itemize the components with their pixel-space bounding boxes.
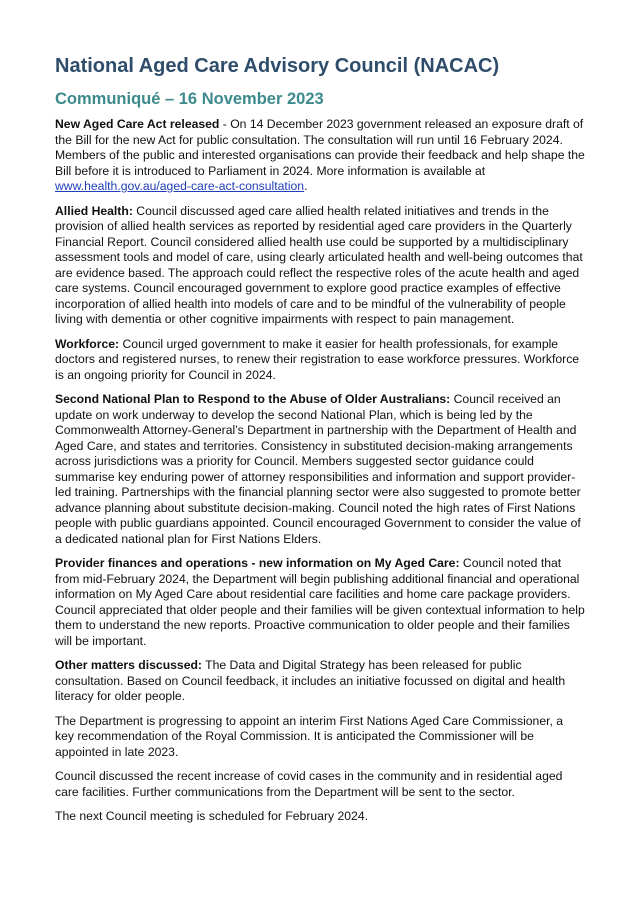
section-workforce bbox=[55, 337, 585, 384]
section-other-matters bbox=[55, 658, 585, 705]
section-national-plan bbox=[55, 392, 585, 547]
section-body: Council discussed aged care allied health related initiatives and trends in the provision of allied health services as reported by residential aged care providers in the Quarterly Financial Report. Council considered allied health use could be supported by a multidisciplinary assessment tools and model of care, using clearly articulated health and well-being outcomes that are evidence based. The approach could reflect the respective roles of the acute health and aged care systems. Council encouraged government to explore good practice examples of effective incorporation of allied health into models of care and to be mindful of the vulnerability of people living with dementia or other cognitive impairments with respect to pain management. bbox=[55, 203, 583, 326]
communique-date-heading: Communiqué – 16 November 2023 bbox=[55, 90, 324, 108]
section-allied-health bbox=[55, 204, 585, 328]
section-body: - On 14 December 2023 government released an exposure draft of the Bill for the new Act for public consultation. The consultation will run until 16 February 2024. Members of the public and interested organisations can provide their feedback and help shape the Bill before it is introduced to Parliament in 2024. More information is available at bbox=[55, 117, 585, 178]
section-heading: Other matters discussed: bbox=[55, 658, 202, 672]
section-aged-care-act bbox=[55, 117, 585, 195]
section-heading: Second National Plan to Respond to the Abuse of Older Australians: bbox=[55, 392, 451, 406]
communique-document bbox=[55, 52, 585, 825]
section-body-end: . bbox=[304, 179, 308, 193]
section-heading: Workforce: bbox=[55, 336, 120, 351]
section-body: Council noted that from mid-February 2024, the Department will begin publishing additional financial and operational information on My Aged Care about residential care facilities and home care package providers. Council appreciated that older people and their families will be given contextual information to help them to understand the new reports. Proactive communication to older people and their families will be important. bbox=[55, 556, 585, 648]
section-body: The Data and Digital Strategy has been released for public consultation. Based on Council feedback, it includes an initiative focussed on digital and health literacy for older people. bbox=[55, 658, 566, 703]
section-commissioner: The Department is progressing to appoint an interim First Nations Aged Care Commissioner, a key recommendation of the Royal Commission. It is anticipated the Commissioner will be appointed in late 2023. bbox=[55, 713, 564, 759]
section-next-meeting: The next Council meeting is scheduled for February 2024. bbox=[55, 809, 368, 823]
section-body: Council received an update on work underway to develop the second National Plan, which is being led by the Commonwealth Attorney-General’s Department in partnership with the Department of Health and Aged Care, and states and territories. Consistency in substituted decision-making arrangements across jurisdictions was a priority for Council. Members suggested sector guidance could summarise key enduring power of attorney responsibilities and information and support provider-led training. Partnerships with the financial planning sector were also suggested to promote better advance planning about substitute decision-making. Council noted the high rates of First Nations people with public guardians appointed. Council encouraged Government to consider the value of a dedicated national plan for First Nations Elders. bbox=[55, 392, 581, 546]
consultation-link[interactable]: www.health.gov.au/aged-care-act-consultation bbox=[55, 179, 305, 193]
page-title: National Aged Care Advisory Council (NACAC) bbox=[55, 55, 500, 77]
section-heading: Allied Health: bbox=[55, 203, 133, 218]
section-covid: Council discussed the recent increase of covid cases in the community and in residential aged care facilities. Further communications from the Department will be sent to the sector. bbox=[55, 769, 563, 799]
section-heading: Provider finances and operations - new information on My Aged Care: bbox=[55, 556, 460, 570]
section-heading: New Aged Care Act released bbox=[55, 117, 220, 131]
section-provider-finances bbox=[55, 556, 585, 649]
section-body: Council urged government to make it easier for health professionals, for example doctors and registered nurses, to renew their registration to ease workforce pressures. Workforce is an ongoing priority for Council in 2024. bbox=[55, 336, 580, 382]
